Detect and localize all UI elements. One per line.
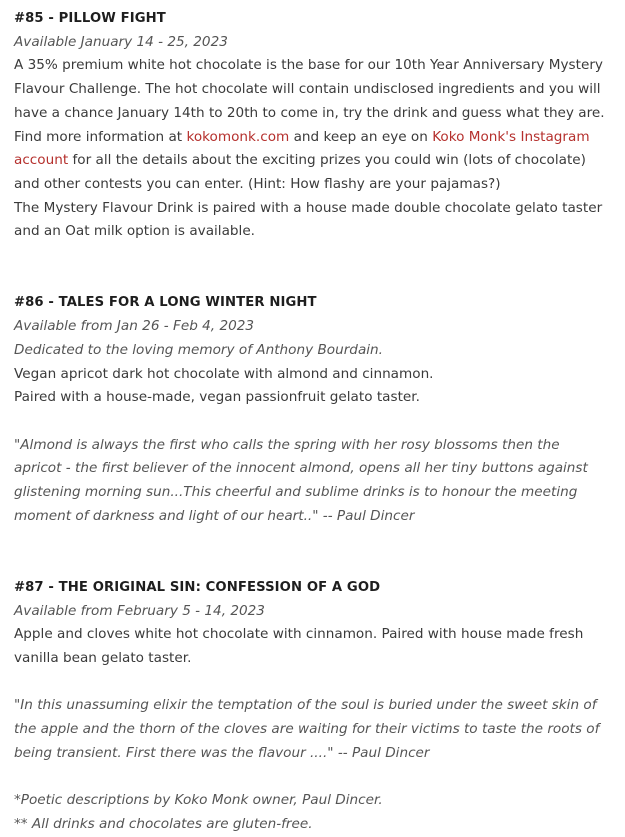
drink-86-dedication: Dedicated to the loving memory of Anthony Bourdain.: [14, 341, 383, 358]
kokomonk-website-link[interactable]: kokomonk.com: [186, 128, 290, 145]
paragraph-spacer: [14, 671, 611, 695]
drink-87-section: [14, 576, 611, 837]
drink-85-section: [14, 7, 611, 244]
drink-86-section: [14, 291, 611, 528]
drink-87-description: Apple and cloves white hot chocolate with cinnamon. Paired with house made fresh vanilla bean gelato taster.: [14, 626, 584, 666]
footnote-gluten-free: ** All drinks and chocolates are gluten-free.: [14, 815, 313, 832]
drink-87-quote: "In this unassuming elixir the temptation of the soul is buried under the sweet skin of the apple and the thorn of the cloves are waiting for their victims to taste the roots of being transient. First there was the flavour ...." -- Paul Dincer: [14, 697, 600, 761]
drink-86-pairing: Paired with a house-made, vegan passionfruit gelato taster.: [14, 389, 420, 406]
paragraph-spacer: [14, 410, 611, 434]
drink-85-body-start: A 35% premium white hot chocolate is the base for our 10th Year Anniversary Mystery Flavour Challenge. The hot chocolate will contain undisclosed ingredients and you will have a chance January 14th to 20th to come in, try the drink and guess what they are. Find more information at: [14, 57, 605, 145]
drink-85-title: #85 - PILLOW FIGHT: [14, 11, 166, 26]
drink-87-title: #87 - THE ORIGINAL SIN: CONFESSION OF A GOD: [14, 579, 381, 595]
drink-86-title: #86 - TALES FOR A LONG WINTER NIGHT: [14, 295, 317, 311]
footnote-poetic-descriptions: *Poetic descriptions by Koko Monk owner, Paul Dincer.: [14, 792, 383, 809]
drink-86-availability: Available from Jan 26 - Feb 4, 2023: [14, 318, 255, 335]
paragraph-spacer: [14, 765, 611, 789]
section-spacer: [14, 244, 611, 291]
instagram-account-link[interactable]: Koko Monk's Instagram account: [14, 128, 590, 169]
section-spacer: [14, 528, 611, 575]
drink-86-quote: "Almond is always the first who calls the spring with her rosy blossoms then the apricot - the first believer of the innocent almond, opens all her tiny buttons against glistening morning sun...This cheerful and sublime drinks is to honour the meeting moment of darkness and light of our heart.." -- Paul Dincer: [14, 436, 588, 524]
drink-85-pairing: The Mystery Flavour Drink is paired with a house made double chocolate gelato taster and an Oat milk option is available.: [14, 199, 603, 240]
drink-85-availability: Available January 14 - 25, 2023: [14, 33, 228, 50]
drink-87-availability: Available from February 5 - 14, 2023: [14, 602, 265, 619]
drink-86-description: Vegan apricot dark hot chocolate with almond and cinnamon.: [14, 365, 434, 382]
drink-85-body-end: for all the details about the exciting prizes you could win (lots of chocolate) and other contests you can enter. (Hint: How flashy are your pajamas?): [14, 152, 586, 192]
drink-85-body-mid: and keep an eye on: [289, 128, 433, 145]
drink-85-description: [14, 54, 611, 196]
